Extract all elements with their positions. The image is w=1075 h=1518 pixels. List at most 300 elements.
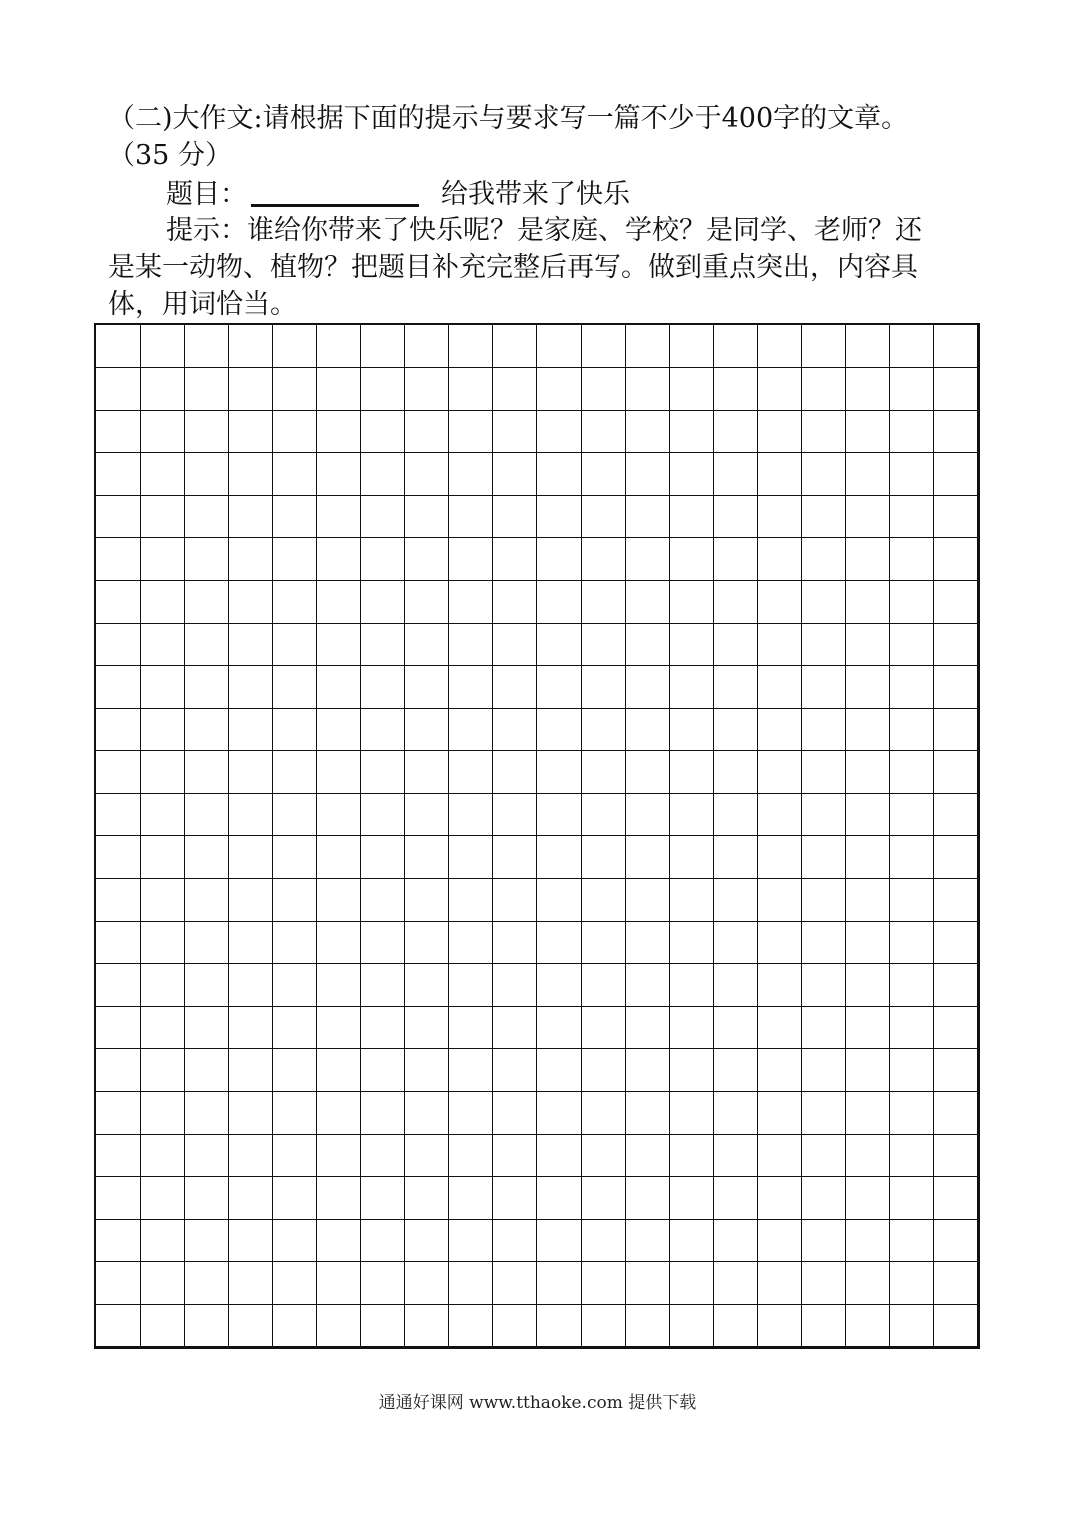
grid-cell [228, 538, 273, 581]
grid-cell [184, 495, 229, 538]
grid-cell [846, 666, 891, 709]
grid-cell [184, 1262, 229, 1305]
grid-cell [228, 836, 273, 879]
grid-cell [140, 325, 185, 368]
grid-cell [405, 1006, 450, 1049]
grid-cell [581, 1049, 626, 1092]
grid-cell [493, 1006, 538, 1049]
grid-cell [581, 751, 626, 794]
grid-cell [493, 623, 538, 666]
grid-cell [140, 410, 185, 453]
grid-cell [272, 368, 317, 411]
grid-cell [96, 1092, 141, 1135]
grid-cell [449, 495, 494, 538]
grid-cell [140, 538, 185, 581]
grid-cell [669, 921, 714, 964]
grid-cell [140, 368, 185, 411]
grid-cell [449, 1219, 494, 1262]
grid-cell [890, 1177, 935, 1220]
grid-cell [228, 368, 273, 411]
grid-cell [140, 793, 185, 836]
grid-cell [493, 453, 538, 496]
grid-cell [272, 581, 317, 624]
grid-cell [184, 793, 229, 836]
grid-cell [361, 410, 406, 453]
grid-cell [934, 410, 979, 453]
grid-cell [184, 836, 229, 879]
grid-cell [537, 1304, 582, 1347]
grid-cell [184, 1134, 229, 1177]
grid-cell [449, 708, 494, 751]
grid-cell [184, 964, 229, 1007]
grid-cell [228, 708, 273, 751]
grid-cell [934, 538, 979, 581]
grid-cell [758, 921, 803, 964]
grid-cell [846, 453, 891, 496]
grid-cell [361, 368, 406, 411]
grid-cell [493, 495, 538, 538]
grid-cell [317, 666, 362, 709]
grid-cell [361, 623, 406, 666]
grid-cell [758, 879, 803, 922]
grid-cell [184, 1049, 229, 1092]
grid-cell [317, 623, 362, 666]
grid-cell [140, 1134, 185, 1177]
grid-cell [581, 964, 626, 1007]
grid-cell [449, 793, 494, 836]
grid-cell [272, 879, 317, 922]
grid-cell [537, 751, 582, 794]
grid-cell [934, 495, 979, 538]
grid-cell [890, 495, 935, 538]
grid-cell [140, 921, 185, 964]
grid-cell [802, 751, 847, 794]
grid-cell [272, 1092, 317, 1135]
grid-cell [537, 708, 582, 751]
grid-cell [537, 1092, 582, 1135]
grid-cell [449, 666, 494, 709]
grid-cell [228, 623, 273, 666]
grid-cell [846, 623, 891, 666]
grid-cell [317, 1092, 362, 1135]
grid-cell [361, 708, 406, 751]
grid-cell [140, 623, 185, 666]
grid-cell [581, 708, 626, 751]
grid-cell [140, 1049, 185, 1092]
grid-cell [317, 495, 362, 538]
grid-cell [890, 1006, 935, 1049]
grid-cell [493, 1262, 538, 1305]
grid-cell [537, 964, 582, 1007]
grid-cell [361, 1006, 406, 1049]
grid-cell [669, 751, 714, 794]
grid-cell [802, 1006, 847, 1049]
grid-cell [934, 368, 979, 411]
grid-cell [758, 1219, 803, 1262]
grid-cell [758, 453, 803, 496]
grid-cell [890, 1262, 935, 1305]
grid-cell [493, 666, 538, 709]
grid-cell [317, 964, 362, 1007]
grid-cell [669, 1134, 714, 1177]
grid-cell [228, 666, 273, 709]
grid-cell [537, 538, 582, 581]
grid-cell [537, 879, 582, 922]
grid-cell [228, 1219, 273, 1262]
grid-cell [758, 708, 803, 751]
grid-cell [272, 836, 317, 879]
grid-cell [228, 1304, 273, 1347]
grid-cell [713, 1092, 758, 1135]
grid-cell [802, 1219, 847, 1262]
grid-cell [802, 666, 847, 709]
grid-cell [449, 1092, 494, 1135]
grid-cell [581, 1134, 626, 1177]
grid-cell [802, 368, 847, 411]
grid-cell [184, 1006, 229, 1049]
grid-cell [934, 623, 979, 666]
grid-cell [140, 495, 185, 538]
grid-cell [846, 879, 891, 922]
grid-cell [184, 623, 229, 666]
grid-cell [405, 1304, 450, 1347]
grid-cell [493, 538, 538, 581]
grid-cell [713, 1219, 758, 1262]
grid-cell [934, 1262, 979, 1305]
grid-cell [96, 410, 141, 453]
grid-cell [625, 751, 670, 794]
grid-cell [317, 1134, 362, 1177]
grid-cell [272, 964, 317, 1007]
grid-cell [669, 581, 714, 624]
grid-cell [625, 1092, 670, 1135]
grid-cell [272, 1304, 317, 1347]
grid-cell [140, 1092, 185, 1135]
grid-cell [890, 581, 935, 624]
grid-cell [713, 964, 758, 1007]
grid-cell [96, 1049, 141, 1092]
grid-cell [449, 1262, 494, 1305]
grid-cell [96, 921, 141, 964]
grid-cell [581, 581, 626, 624]
grid-cell [493, 1092, 538, 1135]
grid-cell [228, 1177, 273, 1220]
grid-cell [272, 495, 317, 538]
grid-cell [713, 368, 758, 411]
grid-cell [405, 1049, 450, 1092]
grid-cell [449, 538, 494, 581]
grid-cell [758, 623, 803, 666]
grid-cell [228, 1134, 273, 1177]
grid-cell [184, 453, 229, 496]
grid-cell [846, 368, 891, 411]
grid-cell [890, 410, 935, 453]
grid-cell [272, 623, 317, 666]
grid-cell [405, 708, 450, 751]
grid-cell [669, 325, 714, 368]
grid-cell [802, 581, 847, 624]
grid-cell [449, 1006, 494, 1049]
grid-cell [140, 1177, 185, 1220]
grid-cell [758, 836, 803, 879]
hint-line-2: 是某一动物、植物？把题目补充完整后再写。做到重点突出，内容具 [108, 252, 918, 283]
grid-cell [449, 751, 494, 794]
grid-cell [272, 538, 317, 581]
grid-cell [361, 836, 406, 879]
grid-cell [846, 1219, 891, 1262]
grid-cell [537, 1049, 582, 1092]
grid-cell [669, 964, 714, 1007]
grid-cell [537, 325, 582, 368]
grid-cell [493, 581, 538, 624]
grid-cell [890, 325, 935, 368]
grid-cell [713, 453, 758, 496]
grid-cell [493, 1219, 538, 1262]
grid-cell [228, 793, 273, 836]
grid-cell [272, 1177, 317, 1220]
grid-cell [934, 1177, 979, 1220]
grid-cell [96, 836, 141, 879]
grid-cell [184, 921, 229, 964]
grid-cell [317, 368, 362, 411]
grid-cell [934, 879, 979, 922]
grid-cell [228, 1262, 273, 1305]
grid-cell [846, 538, 891, 581]
grid-cell [184, 368, 229, 411]
grid-cell [625, 1134, 670, 1177]
grid-cell [581, 453, 626, 496]
grid-cell [272, 1262, 317, 1305]
grid-cell [625, 708, 670, 751]
grid-cell [713, 921, 758, 964]
grid-cell [846, 1049, 891, 1092]
grid-cell [228, 453, 273, 496]
grid-cell [846, 921, 891, 964]
grid-cell [449, 1134, 494, 1177]
grid-cell [713, 1006, 758, 1049]
grid-cell [758, 368, 803, 411]
grid-cell [96, 325, 141, 368]
grid-cell [184, 410, 229, 453]
grid-cell [934, 751, 979, 794]
grid-cell [802, 1304, 847, 1347]
grid-cell [713, 1049, 758, 1092]
grid-cell [228, 325, 273, 368]
grid-cell [625, 325, 670, 368]
grid-cell [449, 964, 494, 1007]
grid-cell [96, 1177, 141, 1220]
grid-cell [449, 879, 494, 922]
grid-cell [96, 879, 141, 922]
grid-cell [96, 751, 141, 794]
grid-cell [669, 1049, 714, 1092]
grid-cell [581, 495, 626, 538]
grid-cell [890, 1092, 935, 1135]
grid-cell [625, 1049, 670, 1092]
grid-cell [405, 751, 450, 794]
grid-cell [802, 1049, 847, 1092]
hint-line-3: 体，用词恰当。 [108, 289, 297, 320]
grid-cell [184, 708, 229, 751]
grid-cell [272, 1134, 317, 1177]
grid-cell [493, 1134, 538, 1177]
grid-cell [581, 1304, 626, 1347]
grid-cell [228, 879, 273, 922]
grid-cell [449, 453, 494, 496]
grid-cell [802, 1092, 847, 1135]
grid-cell [581, 1177, 626, 1220]
grid-cell [713, 1304, 758, 1347]
grid-cell [272, 708, 317, 751]
grid-cell [802, 793, 847, 836]
grid-cell [669, 538, 714, 581]
grid-cell [405, 1092, 450, 1135]
grid-cell [846, 1177, 891, 1220]
title-suffix: 给我带来了快乐 [441, 179, 630, 210]
grid-cell [228, 1006, 273, 1049]
grid-cell [317, 1219, 362, 1262]
grid-cell [228, 921, 273, 964]
grid-cell [272, 666, 317, 709]
grid-cell [625, 453, 670, 496]
grid-cell [581, 1092, 626, 1135]
grid-cell [537, 1219, 582, 1262]
grid-cell [713, 495, 758, 538]
grid-cell [317, 581, 362, 624]
grid-cell [228, 495, 273, 538]
grid-cell [625, 964, 670, 1007]
grid-cell [361, 1177, 406, 1220]
grid-cell [493, 879, 538, 922]
grid-cell [669, 879, 714, 922]
grid-cell [361, 751, 406, 794]
grid-cell [184, 1304, 229, 1347]
grid-cell [846, 1262, 891, 1305]
grid-cell [272, 793, 317, 836]
grid-cell [493, 1304, 538, 1347]
grid-cell [890, 368, 935, 411]
grid-cell [802, 325, 847, 368]
grid-cell [713, 1134, 758, 1177]
grid-cell [493, 964, 538, 1007]
grid-cell [581, 1219, 626, 1262]
grid-cell [96, 623, 141, 666]
grid-cell [581, 368, 626, 411]
grid-cell [890, 538, 935, 581]
grid-cell [890, 836, 935, 879]
grid-cell [317, 1177, 362, 1220]
grid-cell [802, 623, 847, 666]
grid-cell [713, 751, 758, 794]
grid-cell [140, 453, 185, 496]
grid-cell [96, 708, 141, 751]
grid-cell [405, 964, 450, 1007]
grid-cell [493, 368, 538, 411]
grid-cell [228, 1092, 273, 1135]
grid-cell [449, 921, 494, 964]
grid-cell [713, 538, 758, 581]
grid-cell [846, 325, 891, 368]
grid-cell [317, 1006, 362, 1049]
grid-cell [625, 368, 670, 411]
grid-cell [96, 666, 141, 709]
grid-cell [802, 495, 847, 538]
grid-cell [317, 1049, 362, 1092]
grid-cell [802, 879, 847, 922]
grid-cell [405, 368, 450, 411]
grid-cell [890, 964, 935, 1007]
essay-score: （35 分） [108, 140, 232, 171]
grid-cell [890, 793, 935, 836]
grid-cell [228, 964, 273, 1007]
grid-cell [581, 410, 626, 453]
grid-cell [361, 1134, 406, 1177]
grid-cell [934, 793, 979, 836]
grid-cell [758, 1092, 803, 1135]
grid-cell [317, 410, 362, 453]
grid-cell [317, 793, 362, 836]
grid-cell [890, 1134, 935, 1177]
grid-cell [846, 1134, 891, 1177]
grid-cell [228, 1049, 273, 1092]
grid-cell [96, 964, 141, 1007]
grid-cell [581, 623, 626, 666]
grid-cell [184, 751, 229, 794]
grid-cell [581, 879, 626, 922]
grid-cell [625, 581, 670, 624]
grid-cell [758, 581, 803, 624]
grid-cell [581, 325, 626, 368]
grid-cell [140, 1219, 185, 1262]
grid-cell [802, 836, 847, 879]
footer-source: 通通好课网 www.tthaoke.com 提供下载 [378, 1393, 697, 1413]
grid-cell [758, 410, 803, 453]
grid-cell [846, 751, 891, 794]
grid-cell [405, 836, 450, 879]
grid-cell [846, 708, 891, 751]
grid-cell [669, 793, 714, 836]
grid-cell [272, 921, 317, 964]
title-label: 题目： [166, 179, 247, 210]
grid-cell [405, 325, 450, 368]
grid-cell [449, 836, 494, 879]
grid-cell [758, 1304, 803, 1347]
grid-cell [537, 623, 582, 666]
grid-cell [581, 1006, 626, 1049]
grid-cell [890, 1304, 935, 1347]
grid-cell [493, 751, 538, 794]
grid-cell [493, 921, 538, 964]
grid-cell [846, 495, 891, 538]
grid-cell [184, 1177, 229, 1220]
grid-cell [449, 581, 494, 624]
grid-cell [625, 879, 670, 922]
grid-cell [802, 1134, 847, 1177]
grid-cell [934, 325, 979, 368]
grid-cell [537, 793, 582, 836]
grid-cell [669, 1092, 714, 1135]
grid-cell [449, 410, 494, 453]
grid-cell [713, 1262, 758, 1305]
grid-cell [581, 793, 626, 836]
grid-cell [405, 921, 450, 964]
grid-cell [184, 1219, 229, 1262]
grid-cell [96, 1006, 141, 1049]
grid-cell [581, 836, 626, 879]
grid-cell [669, 368, 714, 411]
grid-cell [713, 708, 758, 751]
grid-cell [934, 1219, 979, 1262]
